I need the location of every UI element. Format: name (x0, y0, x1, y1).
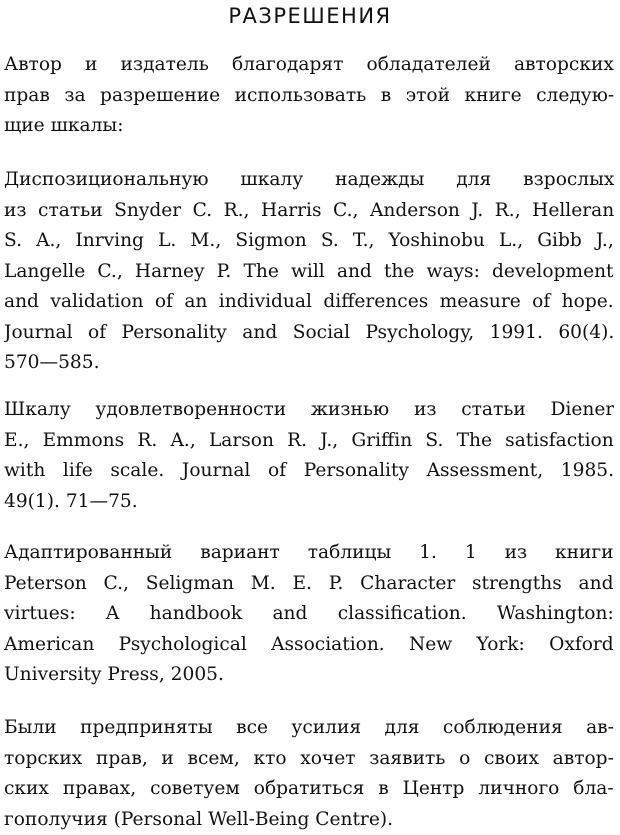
text-line: E., Emmons R. A., Larson R. J., Griffin S. The satisfaction (4, 426, 614, 457)
text-line: Journal of Personality and Social Psychology, 1991. 60(4). (4, 318, 614, 349)
text-line: Диспозициональную шкалу надежды для взрослых (4, 165, 614, 196)
text-line: Были предприняты все усилия для соблюдения ав- (4, 713, 614, 744)
text-line: Шкалу удовлетворенности жизнью из статьи Diener (4, 395, 614, 426)
text-line: 570—585. (4, 348, 614, 379)
text-line: торских прав, и всем, кто хочет заявить о своих автор- (4, 744, 614, 775)
text-line: virtues: A handbook and classification. Washington: (4, 599, 614, 630)
text-line: University Press, 2005. (4, 660, 614, 691)
text-line: with life scale. Journal of Personality Assessment, 1985. (4, 456, 614, 487)
text-line: гополучия (Personal Well-Being Centre). (4, 805, 614, 835)
text-line: ских правах, советуем обратиться в Центр личного бла- (4, 774, 614, 805)
text-line: щие шкалы: (4, 111, 614, 142)
page-heading: РАЗРЕШЕНИЯ (0, 2, 620, 30)
text-line: American Psychological Association. New York: Oxford (4, 630, 614, 661)
text-line: Langelle C., Harney P. The will and the ways: development (4, 257, 614, 288)
text-line: из статьи Snyder C. R., Harris C., Anderson J. R., Helleran (4, 196, 614, 227)
text-line: Адаптированный вариант таблицы 1. 1 из книги (4, 538, 614, 569)
hope-scale-citation (4, 165, 614, 379)
text-line: Автор и издатель благодарят обладателей авторских (4, 50, 614, 81)
copyright-notice-paragraph (4, 713, 614, 835)
acknowledgement-paragraph (4, 50, 614, 142)
text-line: Peterson C., Seligman M. E. P. Character strengths and (4, 569, 614, 600)
character-strengths-citation (4, 538, 614, 691)
text-line: 49(1). 71—75. (4, 487, 614, 518)
text-line: and validation of an individual differences measure of hope. (4, 287, 614, 318)
life-satisfaction-citation (4, 395, 614, 517)
text-line: S. A., Inrving L. M., Sigmon S. T., Yoshinobu L., Gibb J., (4, 226, 614, 257)
text-line: прав за разрешение использовать в этой книге следую- (4, 81, 614, 112)
